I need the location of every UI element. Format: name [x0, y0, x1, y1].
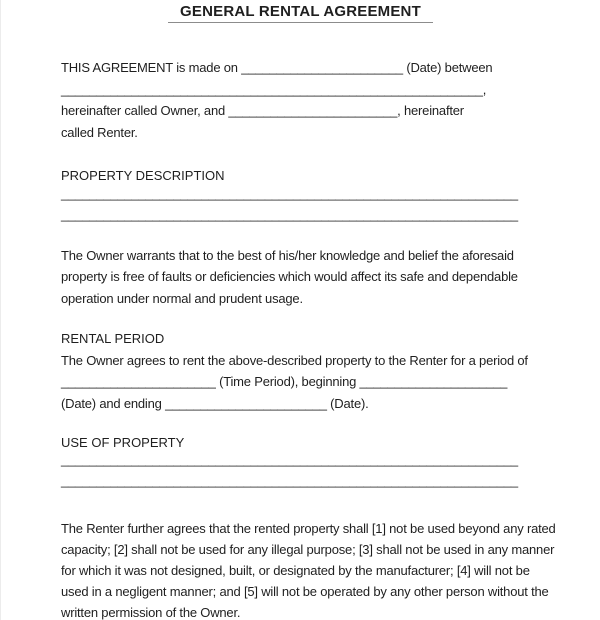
- fill-in-blank-line: _________________________________________________________________: [61, 473, 518, 488]
- renter-obligations-line: used in a negligent manner; and [5] will not be operated by any other person without the: [61, 583, 549, 599]
- rental-period-line: ______________________ (Time Period), beginning _____________________: [61, 374, 508, 389]
- intro-line: hereinafter called Owner, and ________________________, hereinafter: [61, 103, 464, 118]
- document-header: [1, 0, 600, 20]
- renter-obligations-line: capacity; [2] shall not be used for any illegal purpose; [3] shall not be used in any manner: [61, 541, 555, 557]
- heading-use-of-property: USE OF PROPERTY: [61, 435, 185, 450]
- intro-line: called Renter.: [61, 124, 138, 140]
- fill-in-blank-line: _________________________________________________________________: [61, 451, 518, 467]
- renter-obligations-line: The Renter further agrees that the rented property shall [1] not be used beyond any rated: [61, 520, 556, 536]
- fill-in-blank-line: _________________________________________________________________: [61, 185, 518, 201]
- renter-obligations-line: for which it was not designed, built, or designated by the manufacturer; [4] will not be: [61, 562, 530, 578]
- document-body: [61, 57, 556, 620]
- section-agreement-intro: [61, 57, 539, 143]
- heading-property-description: PROPERTY DESCRIPTION: [61, 168, 225, 183]
- heading-rental-period: RENTAL PERIOD: [61, 331, 165, 346]
- fill-in-blank-line: _________________________________________________________________: [61, 207, 518, 222]
- property-description-blanks: [61, 183, 539, 226]
- document-title: GENERAL RENTAL AGREEMENT: [168, 4, 433, 23]
- renter-obligations-line: written permission of the Owner.: [61, 604, 241, 620]
- warranty-line: operation under normal and prudent usage.: [61, 290, 303, 306]
- section-renter-obligations: [61, 518, 556, 620]
- use-of-property-blanks: [61, 449, 539, 492]
- warranty-line: The Owner warrants that to the best of his/her knowledge and belief the aforesaid: [61, 247, 514, 263]
- section-warranty: [61, 245, 539, 310]
- intro-line: THIS AGREEMENT is made on _______________________ (Date) between: [61, 60, 493, 75]
- rental-period-line: (Date) and ending _______________________ (Date).: [61, 395, 369, 411]
- rental-period-line: The Owner agrees to rent the above-described property to the Renter for a period of: [61, 352, 528, 368]
- intro-blank-line: ____________________________________________________________,: [61, 81, 487, 97]
- section-rental-period: [61, 350, 539, 415]
- warranty-line: property is free of faults or deficiencies which would affect its safe and dependable: [61, 269, 518, 284]
